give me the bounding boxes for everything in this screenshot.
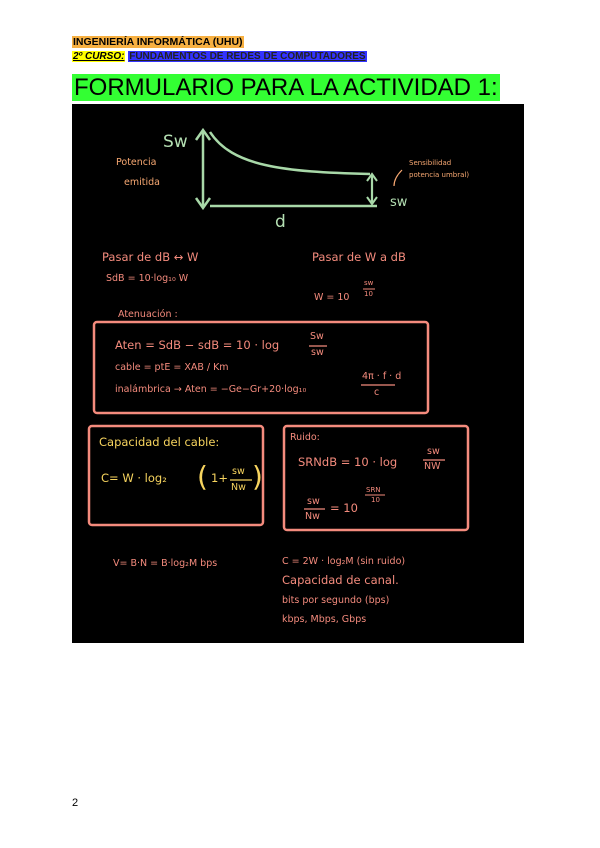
ratio-den: Nw bbox=[305, 511, 320, 522]
power-decay-curve bbox=[210, 132, 370, 174]
capacity-title: Capacidad del cable: bbox=[99, 435, 220, 449]
university-header: INGENIERÍA INFORMÁTICA (UHU) bbox=[73, 36, 243, 48]
capacidad-canal: Capacidad de canal. bbox=[282, 573, 399, 587]
one-plus: 1+ bbox=[211, 471, 228, 485]
capacity-frac-den: Nw bbox=[231, 482, 246, 493]
wireless-num: 4π · f · d bbox=[362, 371, 402, 382]
ratio-num: sw bbox=[307, 496, 320, 507]
noise-title: Ruido: bbox=[290, 432, 320, 443]
bits-por-segundo: bits por segundo (bps) bbox=[282, 595, 390, 606]
ratio-eq: = 10 bbox=[330, 501, 358, 515]
w-to-db-title: Pasar de W a dB bbox=[312, 250, 406, 264]
wireless-formula: inalámbrica → Aten = −Ge−Gr+20·log₁₀ bbox=[115, 384, 307, 395]
sw-label: Sw bbox=[163, 132, 188, 152]
distance-label: d bbox=[275, 212, 286, 232]
w-exp-den: 10 bbox=[364, 290, 373, 298]
attenuation-den: sw bbox=[311, 347, 324, 358]
capacity-frac-num: sw bbox=[232, 466, 245, 477]
potencia-umbral-label: potencia umbral) bbox=[409, 171, 470, 179]
formula-blackboard bbox=[72, 104, 524, 643]
page-title: FORMULARIO PARA LA ACTIVIDAD 1: bbox=[74, 74, 498, 101]
db-formula: SdB = 10·log₁₀ W bbox=[106, 273, 189, 284]
attenuation-label: Atenuación : bbox=[118, 309, 178, 320]
srn-formula: SRNdB = 10 · log bbox=[298, 455, 398, 469]
course-header bbox=[72, 50, 367, 63]
sensitivity-pointer bbox=[394, 170, 402, 186]
w-formula: W = 10 bbox=[314, 292, 350, 303]
attenuation-num: Sw bbox=[310, 331, 324, 342]
course-label: 2º CURSO: bbox=[73, 51, 125, 62]
bandwidth-units: kbps, Mbps, Gbps bbox=[282, 614, 367, 625]
srn-den: NW bbox=[424, 461, 441, 472]
c-formula: C = 2W · log₂M (sin ruido) bbox=[282, 556, 406, 567]
srn-num: sw bbox=[427, 446, 440, 457]
cable-formula: cable = ptE = XAB / Km bbox=[115, 362, 229, 373]
paren-close: ) bbox=[252, 460, 263, 493]
ratio-exp-num: SRN bbox=[366, 486, 381, 494]
w-exp-num: sw bbox=[364, 279, 374, 287]
potencia-label: Potencia bbox=[116, 157, 157, 168]
v-formula: V= B·N = B·log₂M bps bbox=[113, 558, 218, 569]
wireless-den: c bbox=[374, 387, 380, 398]
paren-open: ( bbox=[197, 460, 208, 493]
capacity-formula: C= W · log₂ bbox=[101, 471, 167, 485]
emitida-label: emitida bbox=[124, 177, 160, 188]
page-number: 2 bbox=[72, 797, 79, 809]
sw-lower-label: sw bbox=[390, 195, 408, 210]
attenuation-formula: Aten = SdB − sdB = 10 · log bbox=[115, 338, 280, 352]
ratio-exp-den: 10 bbox=[371, 496, 380, 504]
sensibilidad-label: Sensibilidad bbox=[409, 159, 452, 167]
db-to-w-title: Pasar de dB ↔ W bbox=[102, 250, 199, 264]
subject-label: FUNDAMENTOS DE REDES DE COMPUTADORES bbox=[129, 51, 366, 62]
